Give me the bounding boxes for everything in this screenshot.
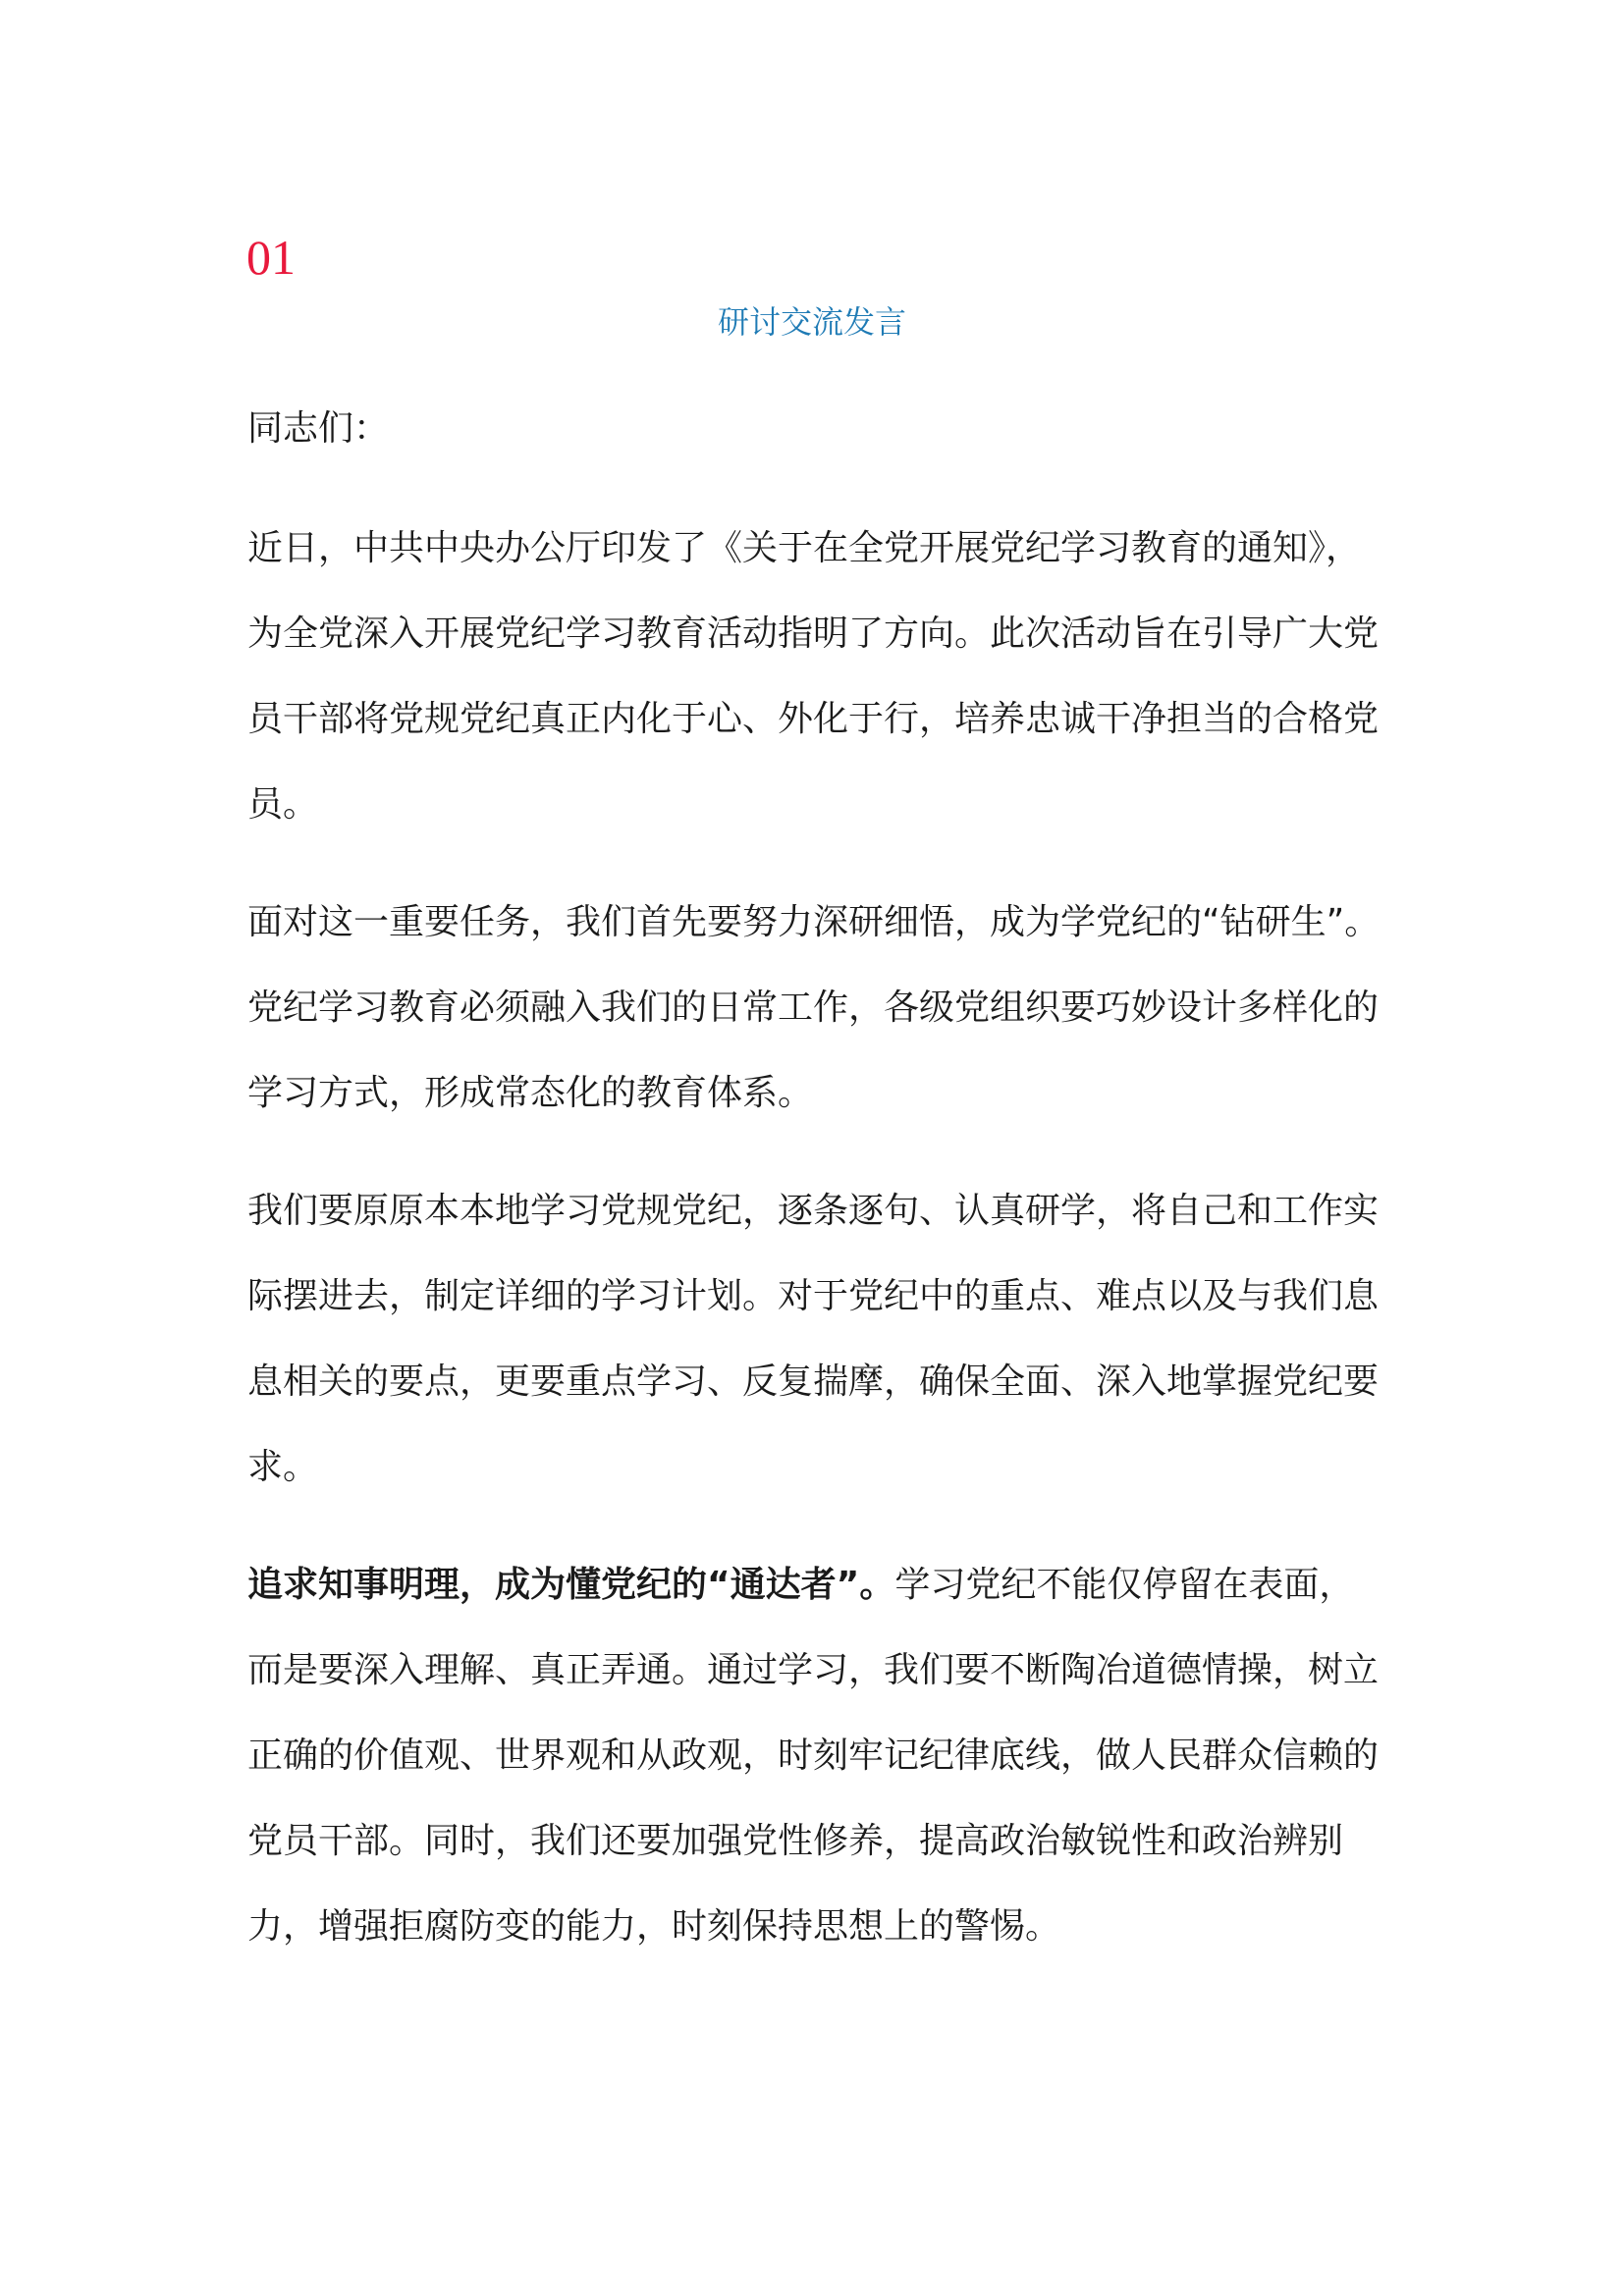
paragraph-2: 面对这一重要任务，我们首先要努力深研细悟，成为学党纪的“钻研生”。党纪学习教育必须融入我们的日常工作，各级党组织要巧妙设计多样化的学习方式，形成常态化的教育体系。 <box>247 902 1380 1113</box>
section-number: 01 <box>246 230 296 285</box>
paragraph-4-body: 学习党纪不能仅停留在表面，而是要深入理解、真正弄通。通过学习，我们要不断陶冶道德情操，树立正确的价值观、世界观和从政观，时刻牢记纪律底线，做人民群众信赖的党员干部。同时，我们还要加强党性修养，提高政治敏锐性和政治辨别力，增强拒腐防变的能力，时刻保持思想上的警惕。 <box>247 1565 1380 1947</box>
salutation: 同志们： <box>247 408 390 449</box>
paragraph-3: 我们要原原本本地学习党规党纪，逐条逐句、认真研学，将自己和工作实际摆进去，制定详细的学习计划。对于党纪中的重点、难点以及与我们息息相关的要点，更要重点学习、反复揣摩，确保全面、深入地掌握党纪要求。 <box>247 1191 1380 1487</box>
paragraph-4-lead: 追求知事明理，成为懂党纪的“通达者”。 <box>247 1565 895 1605</box>
page-title: 研讨交流发言 <box>717 303 906 341</box>
paragraph-1: 近日，中共中央办公厅印发了《关于在全党开展党纪学习教育的通知》，为全党深入开展党纪学习教育活动指明了方向。此次活动旨在引导广大党员干部将党规党纪真正内化于心、外化于行，培养忠诚干净担当的合格党员。 <box>247 528 1380 825</box>
paragraph-4 <box>247 1542 1386 1969</box>
